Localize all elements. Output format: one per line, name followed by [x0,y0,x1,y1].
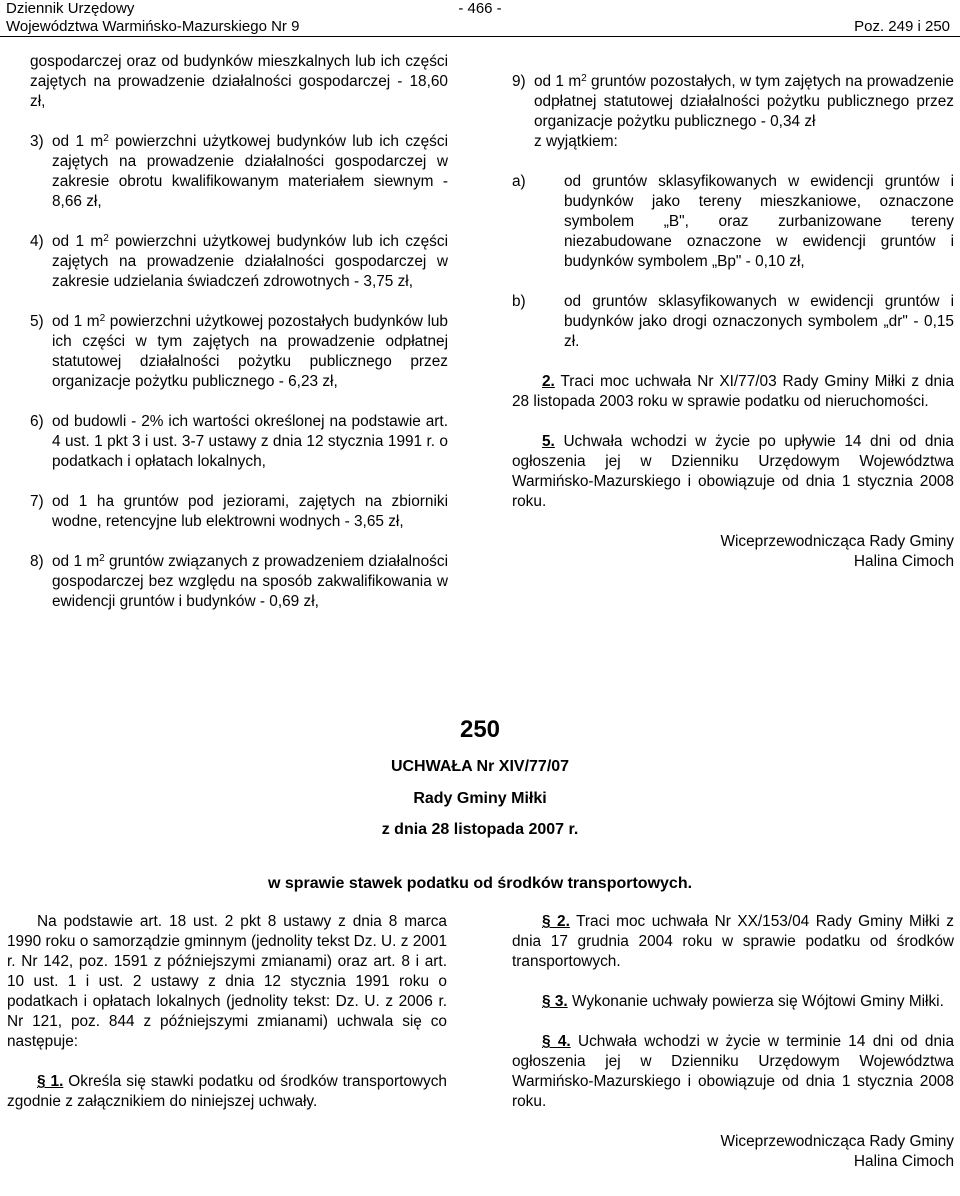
item-number: 6) [30,413,44,430]
section-paragraph [7,1072,447,1112]
item-text [52,232,448,292]
resolution-number: 250 [459,716,501,743]
signature-name: Halina Cimoch [853,553,954,570]
section-paragraph [512,1032,954,1112]
sub-item [512,292,954,352]
item-text: od budowli - 2% ich wartości określonej na podstawie art. 4 ust. 1 pkt 3 i ust. 3-7 ustawy z dnia 12 stycznia 1991 r. o podatkach i opłatach lokalnych, [52,413,448,470]
item-number: 8) [30,553,44,570]
section-text: Uchwała wchodzi w życie po upływie 14 dni od dnia ogłoszenia jej w Dzienniku Urzędowym Województwa Warmińsko-Mazurskiego i obowiązuje od dnia 1 stycznia 2008 roku. [512,433,954,510]
item-text [52,552,448,612]
item-body: powierzchni użytkowej budynków lub ich części zajętych na prowadzenie działalności gospodarczej w zakresie obrotu kwalifikowanym materiałem siewnym - 8,66 zł, [52,133,448,210]
superscript: 2 [581,73,587,84]
list-item [30,312,448,392]
item-number: 9) [512,73,526,90]
item-prefix: od 1 m [52,133,104,150]
item-body: powierzchni użytkowej budynków lub ich części zajętych na prowadzenie działalności gospodarczej w zakresie udzielania świadczeń zdrowotnych - 3,75 zł, [52,233,448,290]
item-text [52,132,448,212]
section-paragraph [512,432,954,512]
right-column-bottom [512,912,954,1172]
signature-name: Halina Cimoch [853,1153,954,1170]
signature-block [512,1132,954,1172]
signature-role: Wiceprzewodnicząca Rady Gminy [720,1133,954,1150]
signature-role: Wiceprzewodnicząca Rady Gminy [720,533,954,550]
section-mark: § 1. [37,1073,64,1090]
superscript: 2 [103,233,109,244]
section-paragraph [512,372,954,412]
item-number: 5) [30,313,44,330]
sub-item-label: a) [512,173,526,190]
list-item [30,412,448,472]
section-text: Wykonanie uchwały powierza się Wójtowi Gminy Miłki. [567,993,944,1010]
list-item [30,232,448,292]
left-column-top [30,52,448,632]
item-body: gruntów związanych z prowadzeniem działalności gospodarczej bez względu na sposób zakwalifikowania w ewidencji gruntów i budynków - 0,69 zł, [52,553,448,610]
section-mark: 2. [542,373,555,390]
intro-paragraph: gospodarczej oraz od budynków mieszkalnych lub ich części zajętych na prowadzenie działalności gospodarczej - 18,60 zł, [30,53,448,110]
left-column-bottom [7,912,447,1132]
section-text: Uchwała wchodzi w życie w terminie 14 dni od dnia ogłoszenia jej w Dzienniku Urzędowym Województwa Warmińsko-Mazurskiego i obowiązuje od dnia 1 stycznia 2008 roku. [512,1033,955,1110]
resolution-subject: w sprawie stawek podatku od środków transportowych. [267,875,693,892]
item-number: 7) [30,493,44,510]
resolution-date: z dnia 28 listopada 2007 r. [381,821,579,838]
section-paragraph [512,992,954,1012]
item-number: 3) [30,133,44,150]
right-column-top [512,72,954,572]
preamble: Na podstawie art. 18 ust. 2 pkt 8 ustawy z dnia 8 marca 1990 roku o samorządzie gminnym (jednolity tekst Dz. U. z 2001 r. Nr 142, poz. 1591 z późniejszymi zmianami) oraz art. 8 i art. 10 ust. 1 i ust. 2 ustawy z dnia 12 stycznia 1991 roku o podatkach i opłatach lokalnych (jednolity tekst: Dz. U. z 2006 r. Nr 121, poz. 844 z późniejszymi zmianami) uchwala się co następuje: [7,913,447,1050]
section-mark: 5. [542,433,555,450]
item-body: powierzchni użytkowej pozostałych budynków lub ich części w tym zajętych na prowadzenie odpłatnej statutowej działalności pożytku publicznego przez organizacje pożytku publicznego - 6,23 zł, [52,313,448,390]
section-text: Określa się stawki podatku od środków transportowych zgodnie z załącznikiem do niniejszej uchwały. [7,1073,447,1110]
sub-item [512,172,954,272]
resolution-body: Rady Gminy Miłki [413,790,547,807]
journal-title-line2: Województwa Warmińsko-Mazurskiego Nr 9 [6,18,300,35]
item-text [534,72,954,152]
position-label [854,18,950,36]
item-body: gruntów pozostałych, w tym zajętych na prowadzenie odpłatnej statutowej działalności pożytku publicznego przez organizacje pożytku publicznego - 0,34 zł [534,73,954,130]
item-prefix: od 1 m [52,233,104,250]
sub-item-text: od gruntów sklasyfikowanych w ewidencji gruntów i budynków jako tereny mieszkaniowe, oznaczone symbolem „B", oraz zurbanizowane tereny niezabudowane oznaczone w ewidencji gruntów i budynków symbolem „Bp" - 0,10 zł, [564,173,954,270]
sub-item-label: b) [512,293,526,310]
section-mark: § 4. [542,1033,571,1050]
superscript: 2 [99,553,105,564]
exception-label: z wyjątkiem: [534,133,618,150]
section-mark: § 2. [542,913,570,930]
page-number [0,0,960,18]
item-prefix: od 1 m [52,553,100,570]
item-text [52,312,448,392]
section-text: Traci moc uchwała Nr XX/153/04 Rady Gminy Miłki z dnia 17 grudnia 2004 roku w sprawie podatku od środków transportowych. [512,913,954,970]
resolution-title: UCHWAŁA Nr XIV/77/07 [390,758,570,775]
journal-title-line1: Dziennik Urzędowy [6,0,135,17]
item-prefix: od 1 m [52,313,100,330]
list-item [30,552,448,612]
signature-block [512,532,954,572]
page-number-text: - 466 - [458,0,502,17]
list-item [512,72,954,152]
item-text: od 1 ha gruntów pod jeziorami, zajętych na zbiorniki wodne, retencyjne lub elektrowni wodnych - 3,65 zł, [52,493,448,530]
page-header [0,0,960,37]
superscript: 2 [99,313,106,324]
section-paragraph [512,912,954,972]
position-text: Poz. 249 i 250 [854,18,950,35]
list-item [30,132,448,212]
superscript: 2 [103,133,109,144]
section-mark: § 3. [542,993,568,1010]
item-prefix: od 1 m [534,73,582,90]
section-text: Traci moc uchwała Nr XI/77/03 Rady Gminy Miłki z dnia 28 listopada 2003 roku w sprawie podatku od nieruchomości. [512,373,954,410]
sub-item-text: od gruntów sklasyfikowanych w ewidencji gruntów i budynków jako drogi oznaczonych symbolem „dr" - 0,15 zł. [564,293,954,350]
item-number: 4) [30,233,44,250]
list-item [30,492,448,532]
